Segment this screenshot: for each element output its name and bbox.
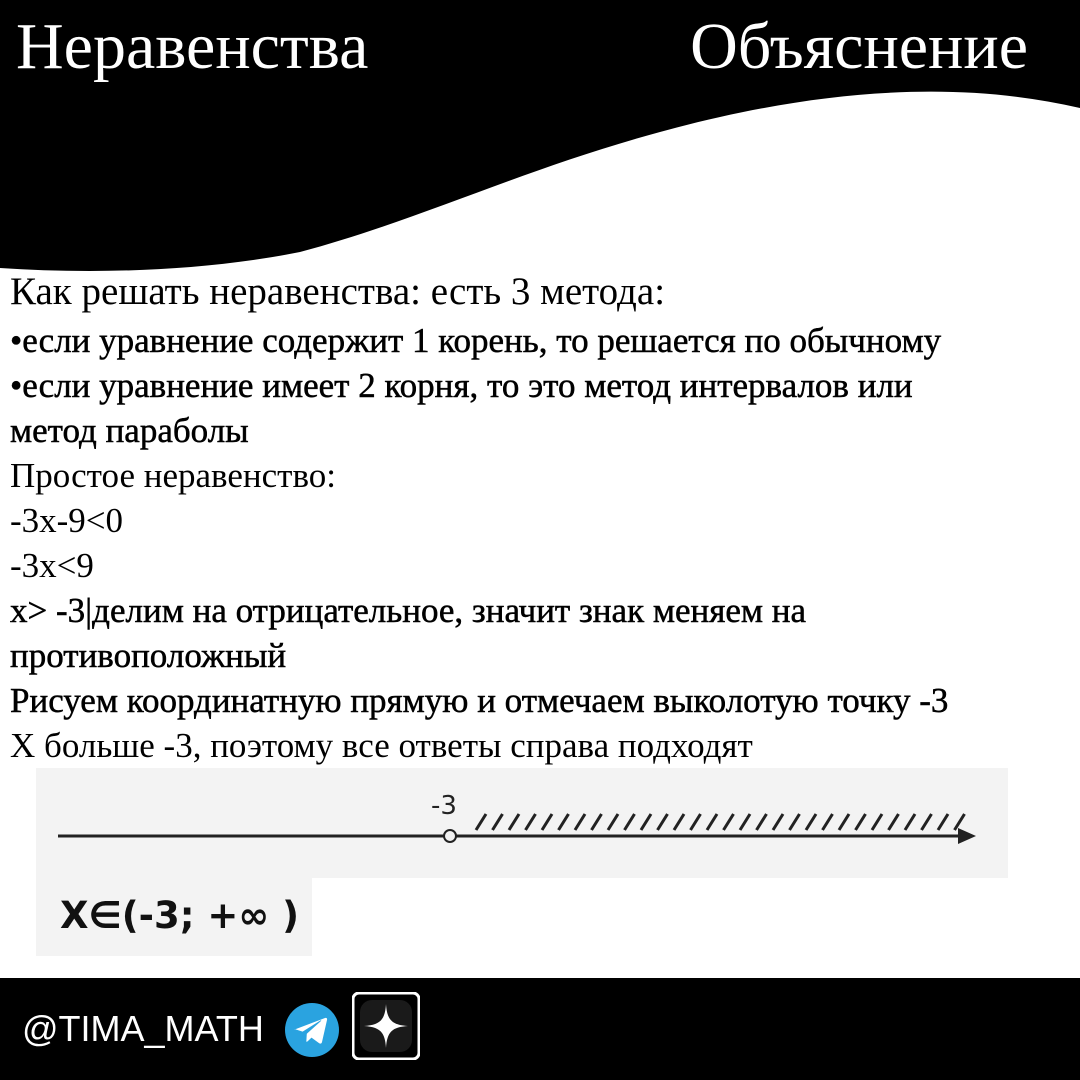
hatch-mark (526, 814, 536, 830)
number-line-panel (36, 768, 1008, 878)
channel-handle[interactable]: @TIMA_MATH (22, 1008, 264, 1049)
hatch-mark (625, 814, 635, 830)
hatch-mark (674, 814, 684, 830)
zen-icon[interactable] (352, 992, 420, 1060)
telegram-icon[interactable] (284, 1002, 340, 1058)
text-line: -3x<9 (10, 546, 94, 585)
text-line: Рисуем координатную прямую и отмечаем выколотую точку -3 (10, 681, 949, 720)
hatch-mark (476, 814, 486, 830)
hatch-mark (938, 814, 948, 830)
number-line (36, 768, 1008, 878)
text-line: x> -3|делим на отрицательное, значит знак меняем на (10, 591, 807, 630)
text-line: •если уравнение содержит 1 корень, то решается по обычному (10, 321, 942, 360)
hatch-mark (823, 814, 833, 830)
hatch-mark (559, 814, 569, 830)
hatch-mark (608, 814, 618, 830)
text-line: Простое неравенство: (10, 456, 336, 495)
hatch-mark (509, 814, 519, 830)
hatch-mark (658, 814, 668, 830)
hatch-mark (641, 814, 651, 830)
text-line: противоположный (10, 636, 287, 675)
text-line: метод параболы (10, 411, 249, 450)
hatch-mark (542, 814, 552, 830)
hatch-mark (493, 814, 503, 830)
hatch-mark (790, 814, 800, 830)
page-title: Неравенства (16, 10, 369, 83)
hatch-mark (955, 814, 965, 830)
explanation-text (10, 268, 1076, 768)
hatch-mark (889, 814, 899, 830)
hatch-mark (575, 814, 585, 830)
point-label: -3 (431, 791, 457, 821)
hatch-mark (724, 814, 734, 830)
open-point-marker (444, 830, 456, 842)
hatch-mark (839, 814, 849, 830)
hatch-mark (856, 814, 866, 830)
answer-box (36, 878, 312, 956)
shaded-region (476, 814, 965, 830)
section-heading: Как решать неравенства: есть 3 метода: (10, 270, 666, 313)
hatch-mark (905, 814, 915, 830)
page-subtitle: Объяснение (690, 10, 1028, 83)
hatch-mark (592, 814, 602, 830)
hatch-mark (691, 814, 701, 830)
text-line: •если уравнение имеет 2 корня, то это метод интервалов или (10, 366, 913, 405)
text-line: -3x-9<0 (10, 501, 124, 540)
hatch-mark (707, 814, 717, 830)
answer-text: X∈(-3; +∞ ) (60, 894, 300, 937)
hatch-mark (757, 814, 767, 830)
hatch-mark (740, 814, 750, 830)
arrow-head-icon (958, 828, 976, 844)
hatch-mark (773, 814, 783, 830)
hatch-mark (872, 814, 882, 830)
hatch-mark (806, 814, 816, 830)
hatch-mark (922, 814, 932, 830)
footer-bar (0, 978, 1080, 1080)
text-line: X больше -3, поэтому все ответы справа подходят (10, 726, 753, 765)
